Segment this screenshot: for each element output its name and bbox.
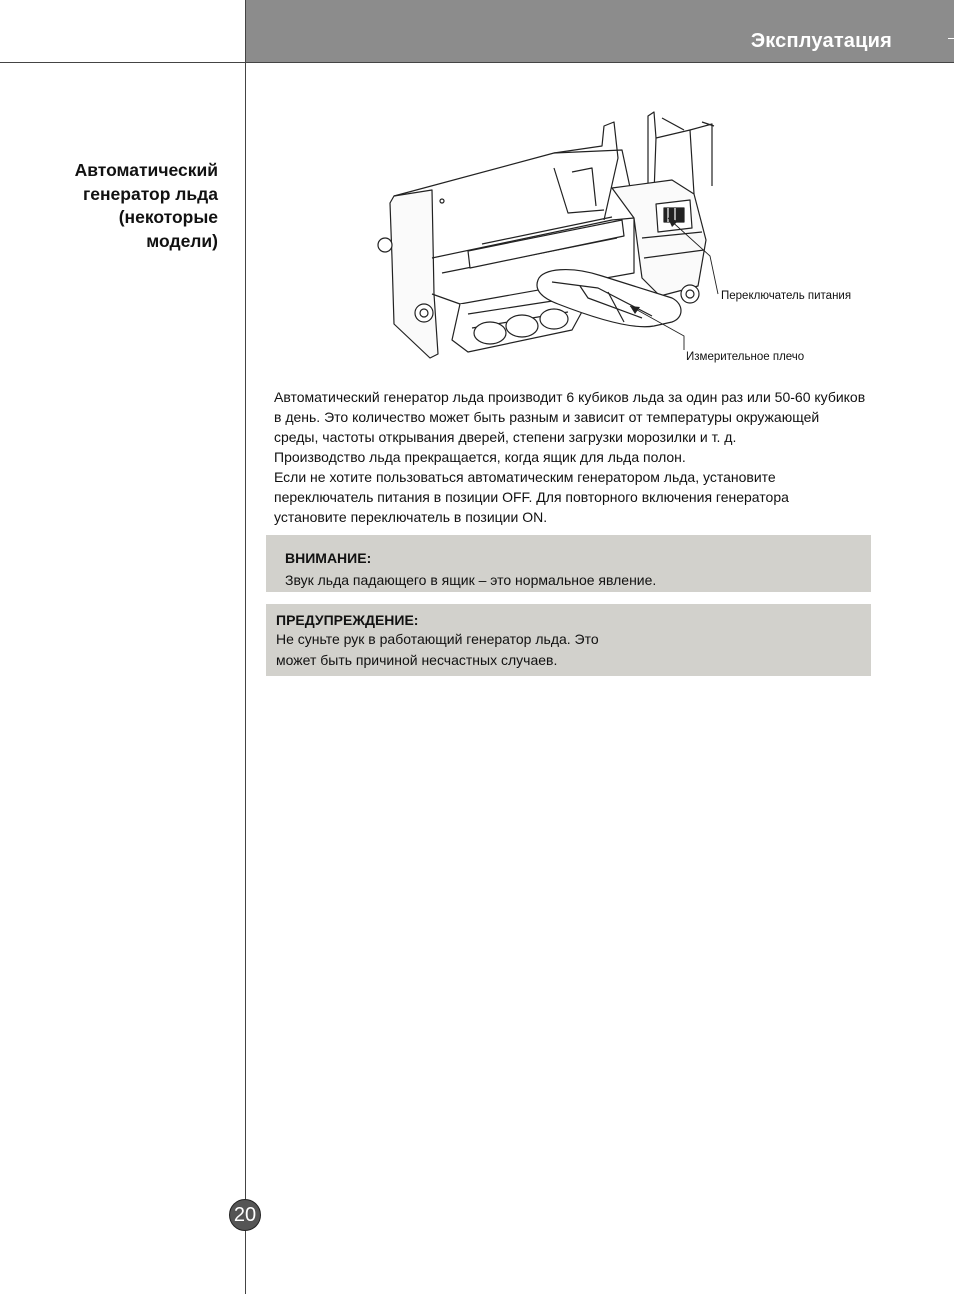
paragraph-line: переключатель питания в позиции OFF. Для повторного включения генератора (274, 489, 789, 505)
margin-divider (245, 0, 246, 1294)
description-paragraph (274, 387, 894, 527)
paragraph-line: Производство льда прекращается, когда ящик для льда полон. (274, 449, 686, 465)
header-divider (0, 62, 954, 63)
header-title: Эксплуатация (750, 30, 892, 52)
paragraph-line: Если не хотите пользоваться автоматическим генератором льда, установите (274, 469, 776, 485)
warning-line: Не суньте рук в работающий генератор льда. Это (276, 631, 599, 647)
caution-heading: ВНИМАНИЕ: (285, 550, 372, 566)
ice-maker-illustration (372, 108, 862, 370)
caution-box (266, 535, 871, 592)
page-number-badge: 20 (229, 1199, 261, 1231)
section-title-line: модели) (146, 230, 218, 251)
paragraph-line: среды, частоты открывания дверей, степени загрузки морозилки и т. д. (274, 429, 737, 445)
section-title (18, 159, 218, 253)
header-bar (246, 0, 954, 62)
warning-heading: ПРЕДУПРЕЖДЕНИЕ: (276, 612, 419, 628)
callout-power-switch: Переключатель питания (721, 290, 852, 302)
callout-feeler-arm: Измерительное плечо (686, 351, 805, 363)
header-tick (948, 38, 954, 39)
section-title-line: (некоторые (118, 207, 218, 227)
ice-maker-drawing (372, 108, 862, 370)
warning-line: может быть причиной несчастных случаев. (276, 652, 558, 668)
section-title-line: генератор льда (82, 183, 218, 204)
caution-text: Звук льда падающего в ящик – это нормальное явление. (285, 572, 657, 588)
paragraph-line: Автоматический генератор льда производит 6 кубиков льда за один раз или 50-60 кубиков (274, 389, 866, 405)
paragraph-line: в день. Это количество может быть разным и зависит от температуры окружающей (274, 409, 820, 425)
section-title-line: Автоматический (74, 160, 218, 180)
warning-box (266, 604, 871, 676)
paragraph-line: установите переключатель в позиции ON. (274, 509, 548, 525)
